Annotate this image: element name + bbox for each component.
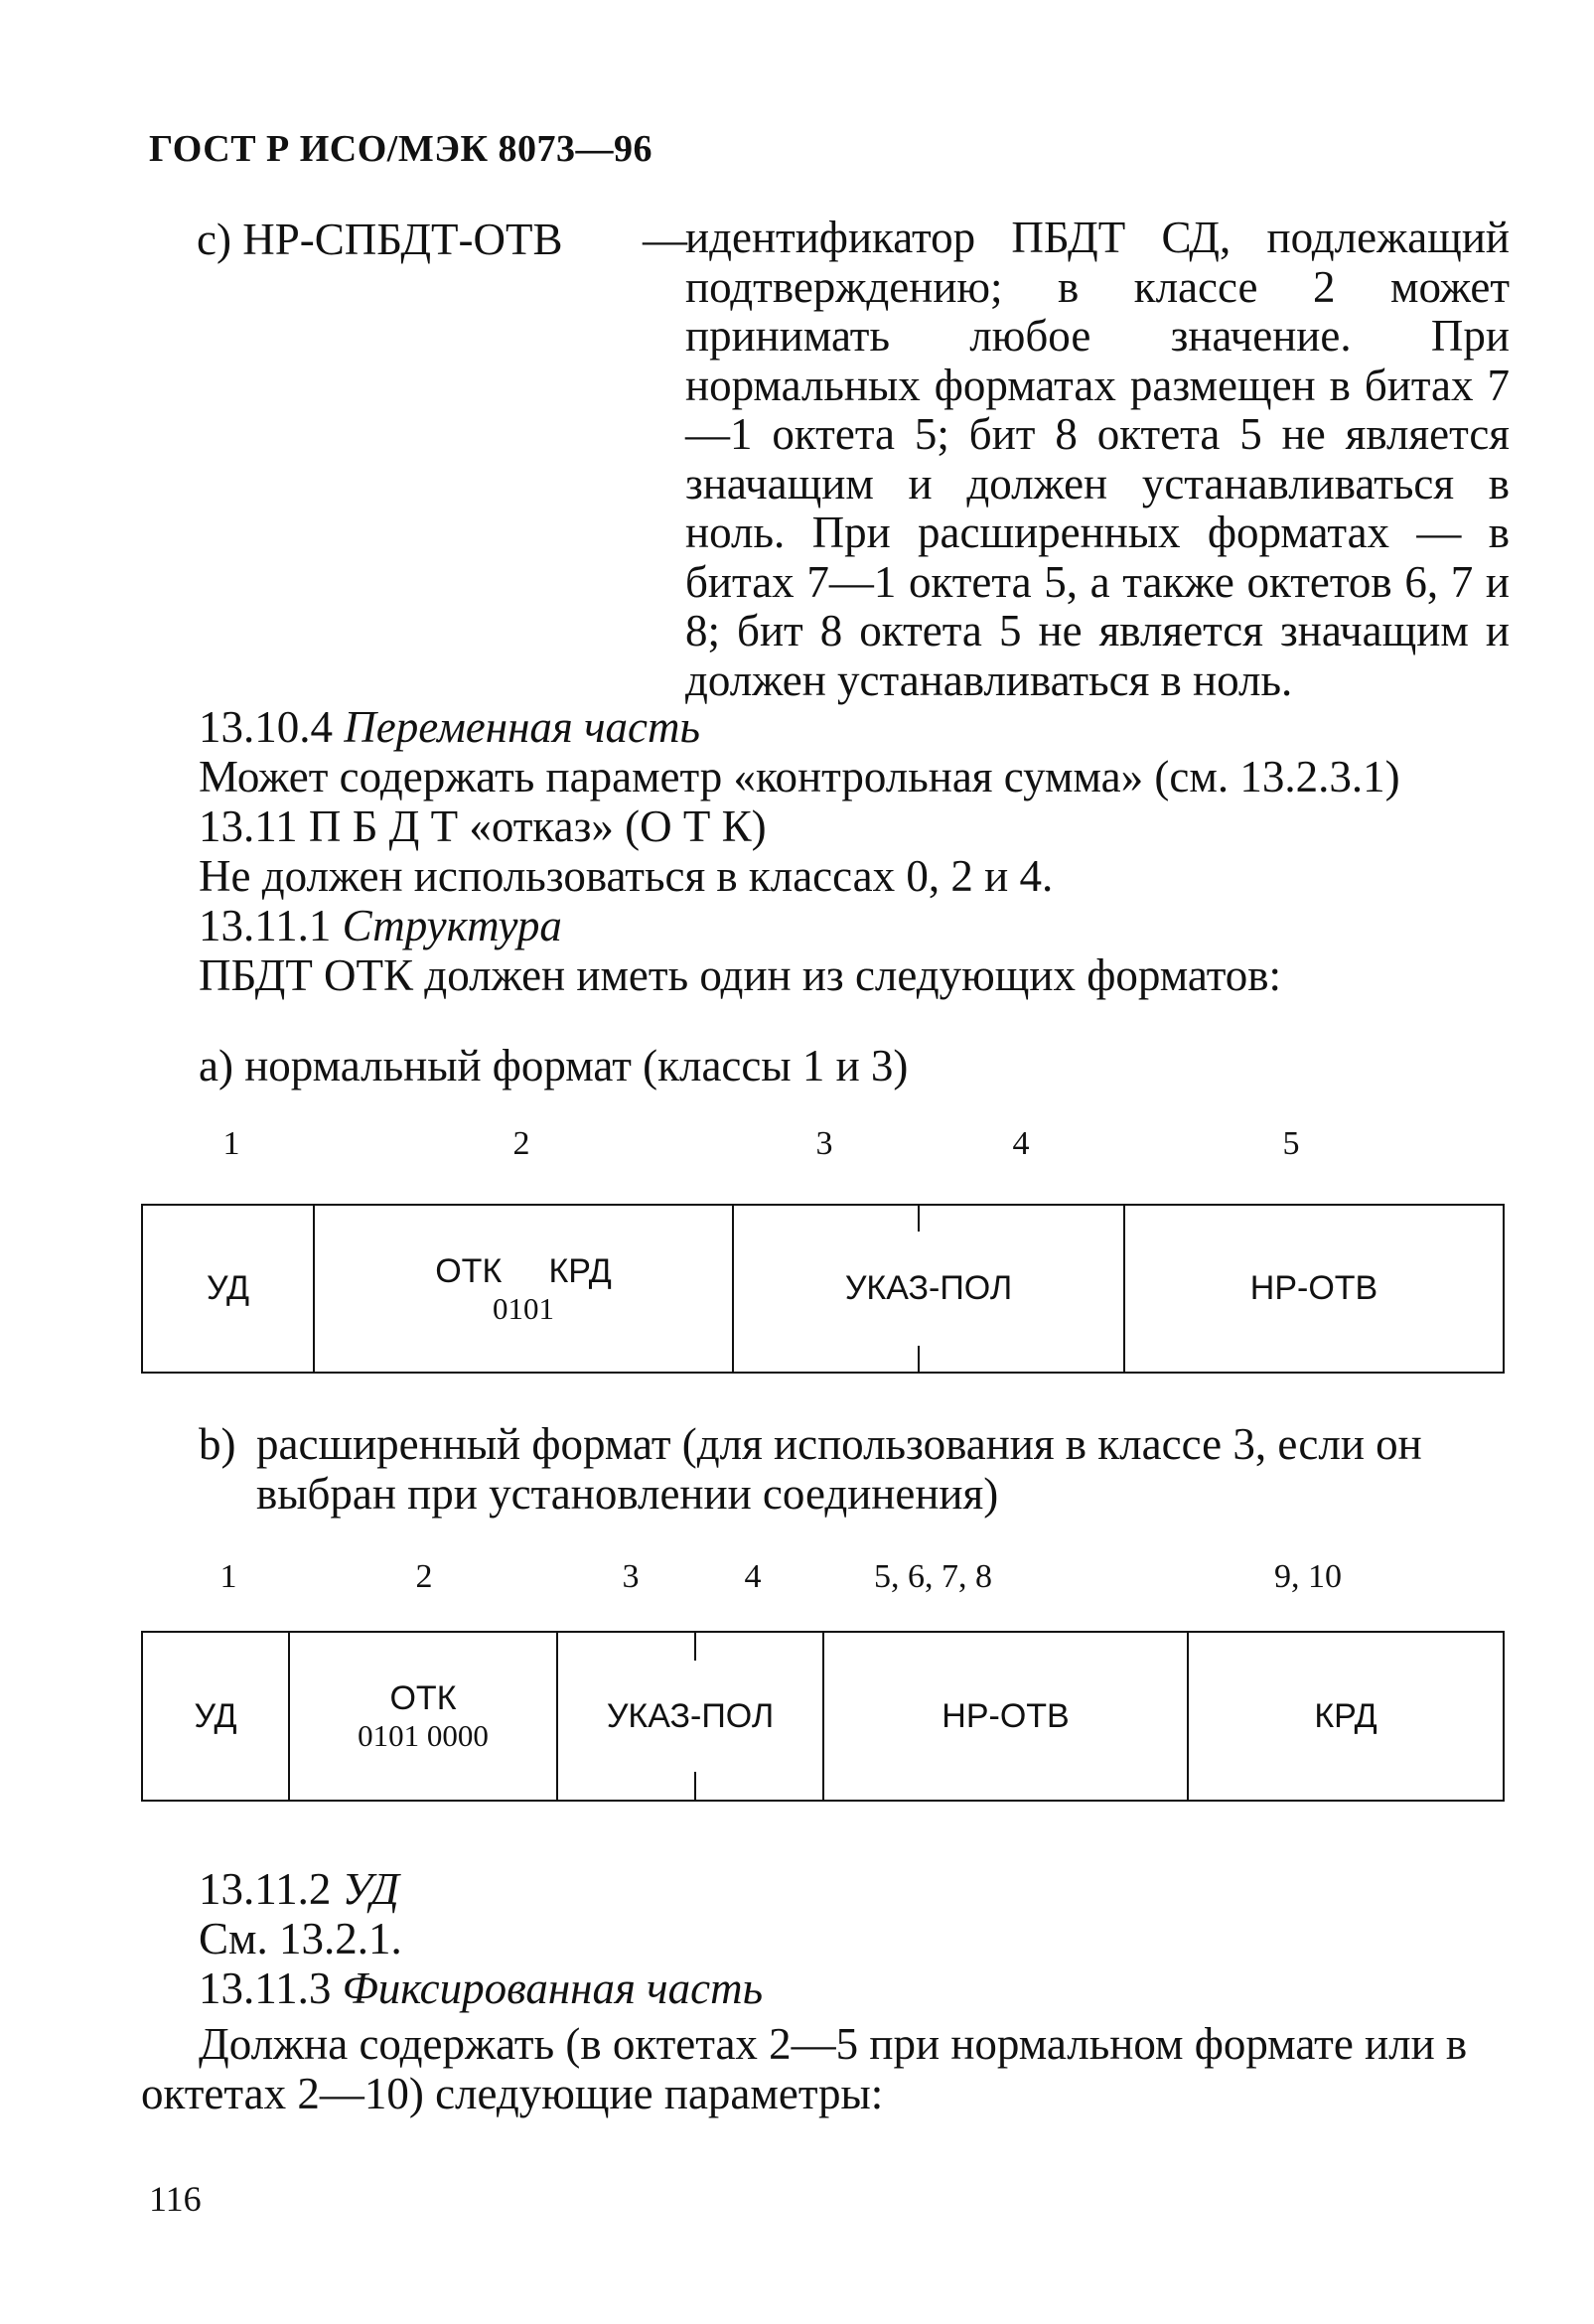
section-13-11-heading xyxy=(199,800,767,852)
format-a-octet-5: 5 xyxy=(1282,1125,1300,1162)
section-number: 13.11.3 xyxy=(199,1963,332,2013)
format-a-octet-3: 3 xyxy=(815,1125,833,1162)
format-b-cell-nr xyxy=(823,1632,1188,1801)
format-b-caption xyxy=(199,1419,1510,1519)
section-title: Структура xyxy=(342,901,562,950)
section-number: 13.11.1 xyxy=(199,901,332,950)
format-b-cell-otk xyxy=(289,1632,557,1801)
format-a-cell-ud xyxy=(142,1205,314,1373)
not-used-text: Не должен использоваться в классах 0, 2 и 4. xyxy=(199,851,1054,901)
definition-term: с) НР-СПБДТ-ОТВ xyxy=(197,215,563,264)
structure-text: ПБДТ ОТК должен иметь один из следующих форматов: xyxy=(199,950,1282,1000)
format-b-cell-ud xyxy=(142,1632,289,1801)
format-b-cell-krd xyxy=(1188,1632,1504,1801)
document-header: ГОСТ Р ИСО/МЭК 8073—96 xyxy=(149,128,653,170)
cell-label: НР-ОТВ xyxy=(942,1696,1070,1735)
section-number: 13.10.4 xyxy=(199,702,333,752)
section-title: УД xyxy=(342,1864,399,1914)
format-a-cell-otk xyxy=(314,1205,733,1373)
section-title: Переменная часть xyxy=(344,702,700,752)
format-b-octet-2: 2 xyxy=(415,1558,433,1595)
cell-label: КРД xyxy=(1314,1696,1377,1735)
octet-boundary-tick xyxy=(694,1633,696,1661)
format-a-octet-4: 4 xyxy=(1012,1125,1030,1162)
section-13-11-3-heading xyxy=(199,1962,763,2014)
page-number: 116 xyxy=(149,2179,202,2219)
format-b-octet-9-10: 9, 10 xyxy=(1274,1558,1342,1595)
format-b-octet-5-8: 5, 6, 7, 8 xyxy=(874,1558,992,1595)
cell-label: УКАЗ-ПОЛ xyxy=(606,1696,775,1735)
format-b-label: b) xyxy=(199,1419,236,1469)
cell-label: УД xyxy=(194,1696,237,1735)
see-reference-text: См. 13.2.1. xyxy=(199,1914,402,1963)
section-number: 13.11.2 xyxy=(199,1864,332,1914)
cell-label: НР-ОТВ xyxy=(1249,1269,1378,1307)
section-13-11-2-heading xyxy=(199,1863,399,1915)
format-b-octet-3: 3 xyxy=(622,1558,640,1595)
cell-label: УКАЗ-ПОЛ xyxy=(844,1269,1013,1307)
section-13-10-4-heading xyxy=(199,701,700,753)
section-title: Фиксированная часть xyxy=(342,1963,764,2013)
cell-label: УД xyxy=(206,1269,250,1307)
format-a-caption: а) нормальный формат (классы 1 и 3) xyxy=(199,1041,909,1090)
format-a-octet-2: 2 xyxy=(512,1125,530,1162)
format-b-caption-line1: расширенный формат (для использования в классе 3, если он xyxy=(256,1419,1422,1469)
format-a-cell-ukaz xyxy=(733,1205,1124,1373)
definition-text: идентификатор ПБДТ СД, подлежащий подтверждению; в классе 2 может принимать любое значение. При нормальных форматах размещен в битах 7—1 октета 5; бит 8 октета 5 не является значащим и должен устанавливаться в ноль. При расширенных форматах — в битах 7—1 октета 5, а также октетов 6, 7 и 8; бит 8 октета 5 не является значащим и должен устанавливаться в ноль. xyxy=(685,213,1510,705)
octet-boundary-tick xyxy=(918,1346,920,1372)
fixed-part-text-line2: октетах 2—10) следующие параметры: xyxy=(141,2069,884,2118)
octet-boundary-tick xyxy=(694,1772,696,1800)
format-a-octet-1: 1 xyxy=(222,1125,240,1162)
cell-label: ОТК xyxy=(389,1679,457,1717)
format-b-cell-ukaz xyxy=(557,1632,823,1801)
octet-boundary-tick xyxy=(918,1206,920,1232)
variable-part-text: Может содержать параметр «контрольная сумма» (см. 13.2.3.1) xyxy=(199,752,1400,801)
format-a-cell-nr xyxy=(1124,1205,1504,1373)
krd-label: КРД xyxy=(548,1251,612,1290)
section-number: 13.11 xyxy=(199,801,298,851)
format-b-octet-4: 4 xyxy=(744,1558,762,1595)
cell-code: 0101 xyxy=(493,1290,554,1326)
definition-dash: — xyxy=(643,215,687,264)
format-a-frame xyxy=(141,1204,1505,1374)
format-b-frame xyxy=(141,1631,1505,1802)
format-b-octet-1: 1 xyxy=(219,1558,237,1595)
fixed-part-text-line1: Должна содержать (в октетах 2—5 при нормальном формате или в xyxy=(199,2019,1468,2069)
cell-label xyxy=(315,1251,732,1291)
cell-code: 0101 0000 xyxy=(358,1718,489,1753)
format-b-caption-line2: выбран при установлении соединения) xyxy=(256,1469,999,1519)
otk-label: ОТК xyxy=(435,1251,503,1290)
section-13-11-1-heading xyxy=(199,900,562,951)
section-title: П Б Д Т «отказ» (О Т К) xyxy=(308,801,767,851)
